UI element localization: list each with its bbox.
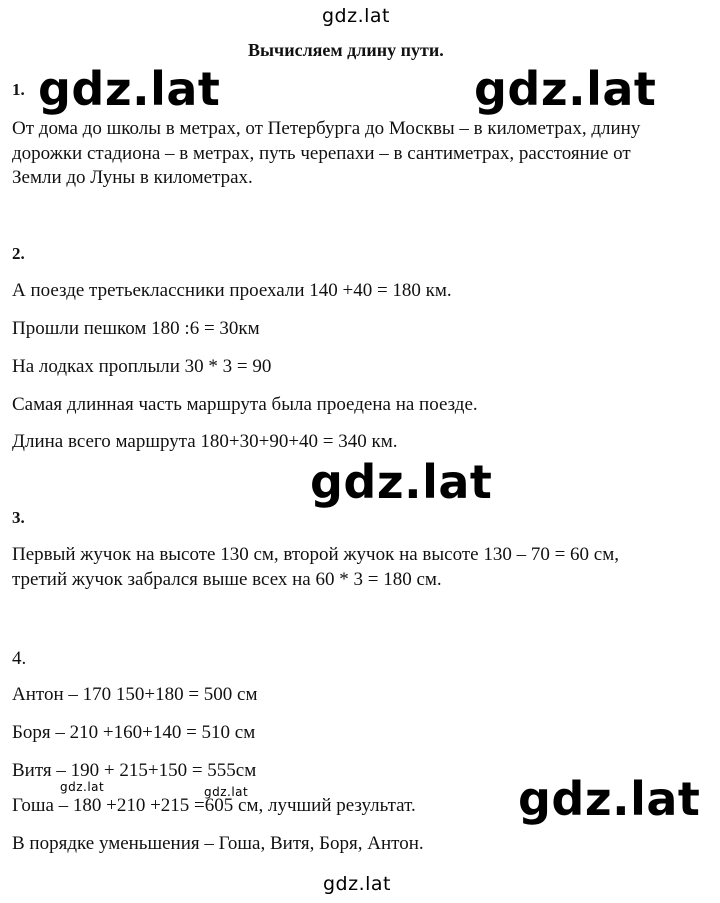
section-2-line-5: Длина всего маршрута 180+30+90+40 = 340 км. [12, 431, 398, 452]
watermark-tiny-1: gdz.lat [60, 780, 105, 794]
section-2-line-3: На лодках проплыли 30 * 3 = 90 [12, 356, 272, 377]
section-4-line-5: В порядке уменьшения – Гоша, Витя, Боря, Антон. [12, 833, 424, 854]
section-2-line-2: Прошли пешком 180 :6 = 30км [12, 318, 260, 339]
section-1-line-2: дорожки стадиона – в метрах, путь черепахи – в сантиметрах, расстояние от [12, 143, 631, 164]
watermark-top: gdz.lat [322, 5, 391, 27]
section-4-line-1: Антон – 170 150+180 = 500 см [12, 684, 258, 705]
section-1-line-1: От дома до школы в метрах, от Петербурга до Москвы – в километрах, длину [12, 118, 641, 139]
watermark-tiny-2: gdz.lat [204, 785, 249, 799]
section-3-line-2: третий жучок забрался выше всех на 60 * 3 = 180 см. [12, 569, 442, 590]
section-2-line-4: Самая длинная часть маршрута была проедена на поезде. [12, 394, 478, 415]
section-2-number: 2. [12, 244, 25, 263]
section-4-line-2: Боря – 210 +160+140 = 510 см [12, 722, 256, 743]
section-2-line-1: А поезде третьеклассники проехали 140 +40 = 180 км. [12, 280, 452, 301]
section-3-line-1: Первый жучок на высоте 130 см, второй жучок на высоте 130 – 70 = 60 см, [12, 544, 619, 565]
section-3-number: 3. [12, 508, 25, 527]
section-1-number: 1. [12, 80, 25, 99]
watermark-big-4: gdz.lat [518, 772, 701, 826]
watermark-big-2: gdz.lat [474, 62, 657, 116]
watermark-big-1: gdz.lat [38, 62, 221, 116]
section-4-line-3: Витя – 190 + 215+150 = 555см [12, 760, 257, 781]
page-title: Вычисляем длину пути. [248, 40, 444, 60]
section-4-number: 4. [12, 648, 27, 669]
watermark-big-3: gdz.lat [310, 455, 493, 509]
section-4-line-4: Гоша – 180 +210 +215 =605 см, лучший результат. [12, 795, 416, 816]
section-1-line-3: Земли до Луны в километрах. [12, 167, 253, 188]
watermark-bottom: gdz.lat [323, 873, 392, 895]
